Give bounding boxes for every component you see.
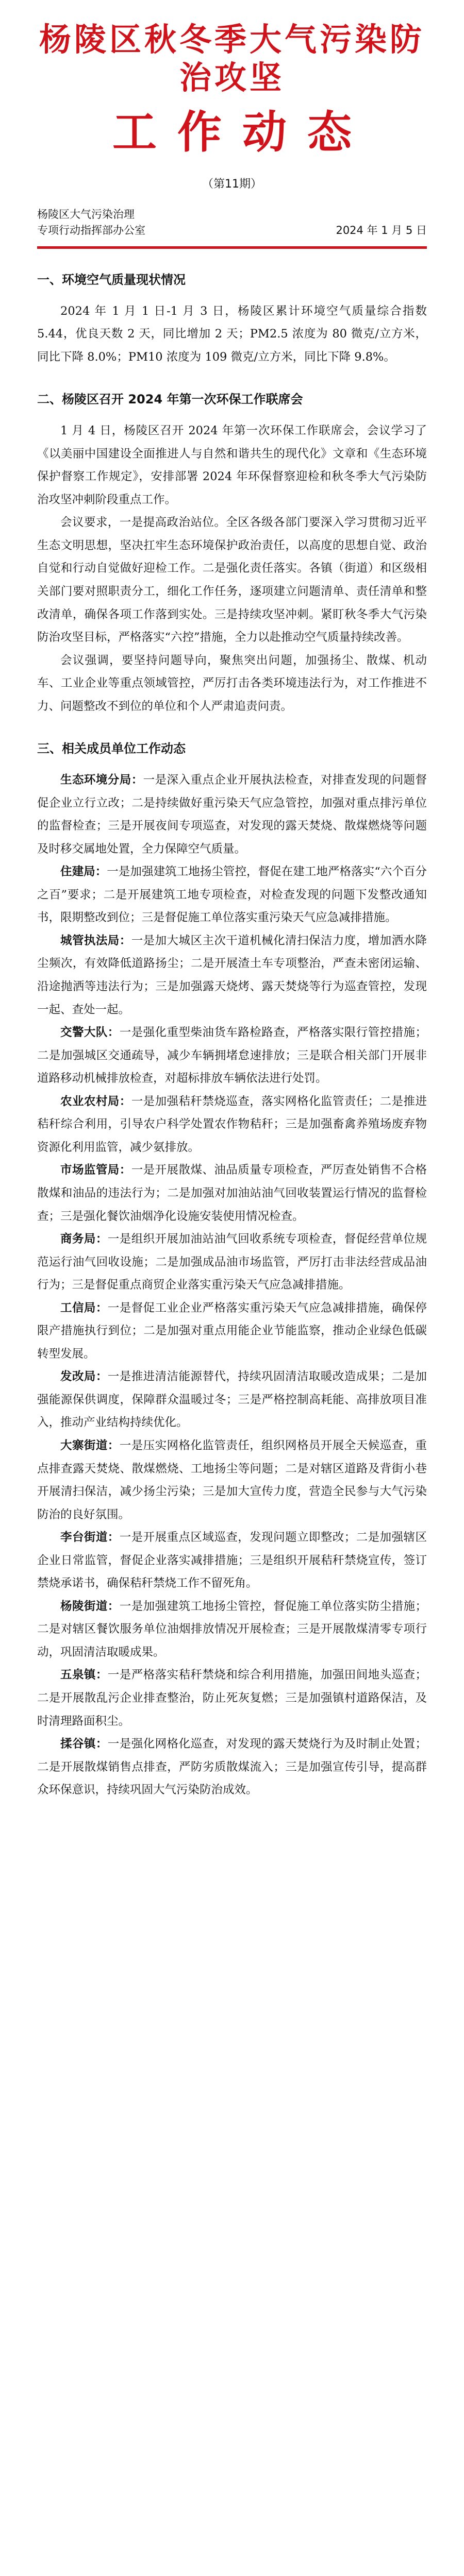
section-1-body [37,300,427,369]
unit-name: 城管执法局： [60,934,131,947]
masthead-title-line1: 杨陵区秋冬季大气污染防治攻坚 [39,21,425,97]
body-paragraph: 2024 年 1 月 1 日-1 月 3 日，杨陵区累计环境空气质量综合指数 5.44，优良天数 2 天，同比增加 2 天；PM2.5 浓度为 80 微克/立方米，同比下降 8.0%；PM10 浓度为 109 微克/立方米，同比下降 9.8%。 [37,304,427,364]
unit-report-text: 一是强化网格化巡查，对发现的露天焚烧行为及时制止处置；二是开展散煤销售点排查，严防劣质散煤流入；三是加强宣传引导，提高群众环保意识，持续巩固大气污染防治成效。 [37,1737,427,1797]
masthead-title-line2: 工作动态 [112,106,372,158]
unit-report-text: 一是组织开展加油站油气回收系统专项检查，督促经营单位规范运行油气回收设施；二是加强成品油市场监管，严厉打击非法经营成品油行为；三是督促重点商贸企业落实重污染天气应急减排措施。 [37,1232,427,1292]
unit-report-text: 一是加强秸秆禁烧巡查，落实网格化监管责任；二是推进秸秆综合利用，引导农户科学处置农作物秸秆；三是加强畜禽养殖场废弃物资源化利用监管，减少氨排放。 [37,1094,427,1154]
unit-name: 发改局： [60,1370,108,1384]
unit-report-paragraph [37,1090,427,1159]
unit-name: 市场监管局： [60,1163,131,1177]
unit-report-paragraph [37,1365,427,1434]
section-3-body [37,769,427,1802]
unit-report-paragraph [37,1664,427,1733]
section-2-title: 二、杨陵区召开 2024 年第一次环保工作联席会 [37,392,303,407]
unit-report-text: 一是压实网格化监管责任，组织网格员开展全天候巡查，重点排查露天焚烧、散煤燃烧、工地扬尘等问题；二是对辖区道路及背街小巷开展清扫保洁，减少扬尘污染；三是加大宣传力度，营造全民参与大气污染防治的良好氛围。 [37,1438,427,1521]
unit-report-text: 一是加强建筑工地扬尘管控，督促在建工地严格落实“六个百分之百”要求；二是开展建筑工地专项检查，对检查发现的问题下发整改通知书，限期整改到位；三是督促施工单位落实重污染天气应急减排措施。 [37,865,427,925]
body-paragraph: 会议强调，要坚持问题导向，聚焦突出问题，加强扬尘、散煤、机动车、工业企业等重点领域管控，严厉打击各类环境违法行为，对工作推进不力、问题整改不到位的单位和个人严肃追责问责。 [37,653,427,713]
unit-name: 生态环境分局： [60,773,143,787]
unit-name: 交警大队： [60,1026,120,1040]
issuer-row [37,207,427,239]
unit-report-text: 一是督促工业企业严格落实重污染天气应急减排措施，确保停限产措施执行到位；二是加强对重点用能企业节能监察，推动企业绿色低碳转型发展。 [37,1301,427,1361]
unit-name: 五泉镇： [60,1668,108,1682]
unit-report-text: 一是严格落实秸秆禁烧和综合利用措施，加强田间地头巡查；二是开展散乱污企业排查整治，防止死灰复燃；三是加强镇村道路保洁，及时清理路面积尘。 [37,1668,427,1728]
masthead [37,21,427,159]
red-divider [37,246,427,249]
body-paragraph: 1 月 4 日，杨陵区召开 2024 年第一次环保工作联席会，会议学习了《以美丽中国建设全面推进人与自然和谐共生的现代化》文章和《生态环境保护督察工作规定》，安排部署 2024 年环保督察迎检和秋冬季大气污染防治攻坚冲刺阶段重点工作。 [37,424,427,506]
unit-name: 李台街道： [60,1531,120,1545]
unit-report-paragraph [37,1595,427,1664]
unit-report-paragraph [37,1526,427,1595]
unit-name: 杨陵街道： [60,1599,120,1613]
unit-report-paragraph [37,769,427,860]
unit-name: 揉谷镇： [60,1737,108,1751]
unit-report-paragraph [37,1159,427,1228]
unit-report-text: 一是推进清洁能源替代，持续巩固清洁取暖改造成果；二是加强能源保供调度，保障群众温暖过冬；三是严格控制高耗能、高排放项目准入，推动产业结构持续优化。 [37,1370,427,1430]
unit-report-paragraph [37,1297,427,1366]
unit-name: 大寨街道： [60,1438,120,1452]
unit-report-paragraph [37,1733,427,1802]
unit-report-paragraph [37,1434,427,1526]
issue-date: 2024 年 1 月 5 日 [336,224,427,237]
unit-report-paragraph [37,1021,427,1090]
issuer-org [37,207,145,239]
unit-report-text: 一是深入重点企业开展执法检查，对排查发现的问题督促企业立行立改；二是持续做好重污染天气应急管控，加强对重点排污单位的监督检查；三是开展夜间专项巡查，对发现的露天焚烧、散煤燃烧等问题及时移交属地处置，全力保障空气质量。 [37,773,427,856]
unit-report-paragraph [37,1228,427,1297]
unit-name: 商务局： [60,1232,108,1246]
unit-report-text: 一是开展散煤、油品质量专项检查，严厉查处销售不合格散煤和油品的违法行为；二是加强对加油站油气回收装置运行情况的监督检查；三是强化餐饮油烟净化设施安装使用情况检查。 [37,1163,427,1223]
unit-report-paragraph [37,929,427,1021]
unit-name: 工信局： [60,1301,108,1315]
unit-name: 农业农村局： [60,1094,131,1108]
unit-report-text: 一是加强建筑工地扬尘管控，督促施工单位落实防尘措施；二是对辖区餐饮服务单位油烟排放情况开展检查；三是开展散煤清零专项行动，巩固清洁取暖成果。 [37,1599,427,1659]
unit-report-text: 一是加大城区主次干道机械化清扫保洁力度，增加洒水降尘频次，有效降低道路扬尘；二是开展渣土车专项整治，严查未密闭运输、沿途抛洒等违法行为；三是加强露天烧烤、露天焚烧等行为巡查管控，发现一起、查处一起。 [37,934,427,1016]
unit-report-text: 一是强化重型柴油货车路检路查，严格落实限行管控措施；二是加强城区交通疏导，减少车辆拥堵怠速排放；三是联合相关部门开展非道路移动机械排放检查，对超标排放车辆依法进行处罚。 [37,1026,427,1086]
issue-number: （第11期） [202,177,262,191]
section-3-title: 三、相关成员单位工作动态 [37,741,186,756]
section-2-body [37,419,427,718]
section-1-title: 一、环境空气质量现状情况 [37,272,186,287]
issuer-org-line2: 专项行动指挥部办公室 [37,224,145,237]
body-paragraph: 会议要求，一是提高政治站位。全区各级各部门要深入学习贯彻习近平生态文明思想，坚决扛牢生态环境保护政治责任，以高度的思想自觉、政治自觉和行动自觉做好迎检工作。二是强化责任落实。各镇（街道）和区级相关部门要对照职责分工，细化工作任务，逐项建立问题清单、责任清单和整改清单，确保各项工作落到实处。三是持续攻坚冲刺。紧盯秋冬季大气污染防治攻坚目标，严格落实“六控”措施，全力以赴推动空气质量持续改善。 [37,516,427,645]
unit-report-paragraph [37,860,427,929]
unit-name: 住建局： [60,865,107,879]
issuer-org-line1: 杨陵区大气污染治理 [37,208,135,221]
unit-report-text: 一是开展重点区域巡查，发现问题立即整改；二是加强辖区企业日常监管，督促企业落实减排措施；三是组织开展秸秆禁烧宣传，签订禁烧承诺书，确保秸秆禁烧工作不留死角。 [37,1531,427,1590]
